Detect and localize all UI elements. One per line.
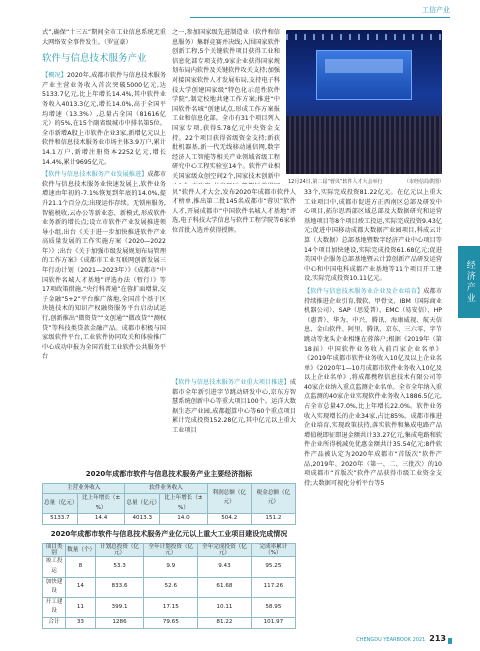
enterprise-paragraph	[304, 287, 442, 488]
header-rule	[190, 17, 450, 18]
stage-lights	[286, 34, 442, 40]
table-cell: 9.9	[144, 557, 198, 577]
th-planned-total: 计划总投资（亿元）	[95, 543, 144, 557]
table-cell: 14.4	[77, 514, 125, 525]
enterprise-label: 【软件与信息技术服务业企业及企业培育】	[304, 287, 424, 295]
th-count: 数量（个）	[66, 543, 96, 557]
project-paragraph	[172, 378, 296, 436]
promotion-label: 【软件与信息技术服务产业发展推进】	[42, 171, 148, 179]
photo-caption: 12月24日,第二届“蓉贝”软件人才大会举行	[288, 179, 383, 185]
table-cell: 504.2	[207, 514, 251, 525]
th-sub-growth-2: 比上年增长（±%）	[160, 494, 208, 514]
table-cell: 53.3	[95, 557, 144, 577]
col2-paragraph-1a	[172, 28, 280, 184]
indicator-table-block	[42, 470, 296, 525]
th-software-revenue: 软件业务收入	[125, 483, 207, 494]
th-sub-total-2: 总量（亿元）	[125, 494, 160, 514]
table-cell: 1286	[95, 617, 144, 629]
section-heading: 软件与信息技术服务产业	[42, 53, 147, 65]
column-1	[42, 28, 166, 362]
col3-paragraph-1: 33个,实际完成投资81.22亿元。在亿元以上重大工业项目中,成都市促进方正西南区总部及研发中心项目,拓尔思西部区域总部及大数据研究和运营基地项目等8个项目竣工投运,实际完成投资9.43亿元;促进中国移动成都大数据产业园项目,科成云计算（大数据）总部基地暨数字经济产业中心项目等14个项目加快建设,实际完成投资61.68亿元;促进美国中企服务总部基地暨云计算创新产品研发运营中心和中国电科成都产业基地等11个项目开工建设,实际完成投资10.11亿元。	[304, 189, 442, 283]
table-row	[43, 617, 296, 629]
table-cell: 开工建设	[43, 597, 66, 617]
project-text: 成都市全年新引进字节跳动研发中心,京东方智慧系统创新中心等重大项目100个。运洋大数据生态产业园,成都超算中心等60个重点项目累计完成投资152.28亿元,其中亿元以上重大工业项目	[172, 379, 296, 434]
table-cell: 151.2	[251, 514, 295, 525]
project-table-block	[42, 530, 296, 629]
th-main-revenue: 主营业务收入	[43, 483, 125, 494]
column-3	[304, 188, 442, 488]
table-cell: 95.25	[251, 557, 295, 577]
table-row	[43, 597, 296, 617]
enterprise-text: 成都市持续推进企业引育,微软、甲骨文、IBM（国际商业机器公司）、SAP（思爱普）、EMC（易安信）、HP（惠普）、华为、中兴、腾讯、海康威视、航天信息、金山软件、阿里、腾讯、京东、三六零、字节跳动等龙头企业相继在蓉落户;根据《2019年（第18届）中国软件业务收入前百家企业名单》《2019年成都市软件业务收入10亿及以上企业名单》《2020年1—10月成都市软件业务收入10亿及以上企业名单》,将成都携程信息技术有限公司等40家企业纳入重点监测企业名单。全市全年纳入重点监测的40家企业实现软件业务收入1886.5亿元,占全市总量47.0%,比上年增长22.0%。软件业务收入实现增长的企业34家,占比85%。成都市推进企业培育,实现政策扶持,落实软件和集成电路产品增值税即征即退金额共计33.27亿元,集成电路和软件企业所得税减免优惠金额共计35.54亿元;8件软件产品被认定为2020年成都市“首版次”软件产品,2019年、2020年（第一、二、三批次）的10项成都市“首版次”软件产品获得市级工业资金支持;大数据可视化分析平台等5	[304, 287, 443, 487]
table-cell: 11	[66, 597, 96, 617]
column-2-bottom	[172, 186, 296, 378]
th-annual-completed: 全年完成投资（亿元）	[198, 543, 252, 557]
table-cell: 5133.7	[43, 514, 78, 525]
th-completion-rate: 完成率累计（%）	[251, 543, 295, 557]
audience-crowd	[286, 116, 442, 174]
intro-paragraph: 式”,确保“十三五”期间全市工业信息系统无重大网络安全事件发生。（罗宣豪）	[42, 29, 166, 46]
footer-accent-bar	[448, 638, 452, 644]
page-footer	[356, 634, 446, 646]
side-section-tab: 经济产业	[458, 246, 480, 318]
project-label: 【软件与信息技术服务产业重大项目推进】	[172, 379, 290, 386]
overview-paragraph	[42, 71, 166, 167]
indicator-table-title: 2020年成都市软件与信息技术服务产业主要经济指标	[85, 470, 253, 478]
table-row	[43, 577, 296, 597]
table-cell: 9.43	[198, 557, 252, 577]
table-cell: 61.68	[198, 577, 252, 597]
project-table-title: 2020年成都市软件与信息技术服务产业亿元以上重大工业项目建设完成情况	[50, 530, 288, 538]
table-cell: 合计	[43, 617, 66, 629]
table-cell: 117.26	[251, 577, 295, 597]
page-number: 213	[429, 634, 446, 644]
table-cell: 101.97	[251, 617, 295, 629]
table-cell: 10.11	[198, 597, 252, 617]
th-sub-total-1: 总量（亿元）	[43, 494, 78, 514]
th-tax: 税金总额（亿元）	[251, 483, 295, 514]
th-sub-growth-1: 比上年增长（±%）	[77, 494, 125, 514]
th-profit: 利润总额（亿元）	[207, 483, 251, 514]
yearbook-label: CHENGDU YEARBOOK 2021	[356, 637, 426, 644]
table-cell: 14.0	[160, 514, 208, 525]
project-section	[172, 378, 296, 436]
th-category: 项目类别	[43, 543, 66, 557]
section-tag: 工信产业	[422, 6, 450, 14]
col2-text-b: 贝”软件人才大会,发布2020年成都市软件人才榜单,推出第二批145名成都市“蓉贝”软件人才,开展成都市“中国软件名城人才基地”评选,电子科技大学信息与软件工程学院等6家单位首批入选并获得授牌。	[172, 188, 296, 234]
table-cell: 17.15	[144, 597, 198, 617]
th-annual-planned: 全年计划投资（亿元）	[144, 543, 198, 557]
promotion-paragraph	[42, 170, 166, 362]
conference-photo	[286, 30, 442, 174]
table-cell: 79.65	[144, 617, 198, 629]
table-cell: 399.1	[95, 597, 144, 617]
stage-screen	[316, 50, 412, 100]
table-cell: 14	[66, 577, 96, 597]
table-cell: 加快建设	[43, 577, 66, 597]
table-row	[43, 557, 296, 577]
promotion-text: 成都市软件与信息技术服务业快速发展上,软件业务增速由年初的-7.1%恢复到年底的14.0%,提升21.1个百分点;出现运作存续。无锁座服务,智能税收,云办公等新业态、新模式,形成软件业务新的增长点;设立市软件产业发展推进领导小组,出台《关于进一步加快推进软件产业高质量发展的工作实施方案（2020—2022年）》;出台《关于加强市级发展规划布局管理的工作方案》《成都市工业互联网创新发展三年行动计划（2021—2023年）》《成都市“中国软件名城人才基地”评选办法（暂行）》等17项政策措施,“央行科普通”在蓉扩面增量,交子金融“5+2”平台推广落地,全国首个基于区块链技术的知识产权融资服务平台启动试运行,创新推出“微资贷”“文创通”“微改贷”“测权贷”等科技类贷款金融产品。成都市积极与国家级软件平台,工业软件协同攻关和体验推广中心成功申报为全国首批工业软件公共服务平台	[42, 171, 167, 361]
table-cell: 81.22	[198, 617, 252, 629]
table-row	[43, 514, 296, 525]
table-cell: 竣工投运	[43, 557, 66, 577]
overview-label: 【概况】	[42, 72, 67, 80]
table-cell: 833.6	[95, 577, 144, 597]
col2-text-a: 之一,参加国家级先进制造业（软件和信息服务）集群竞赛并决线;入围国家软件创新工程,5个关键软件项目获得工业和信息化部专项支持,9家企业获得国家规划布局内软件及关键软件攻关支持;加强对接国家软件人才发展布局,支持电子科技大学创建国家级“特色化示范性软件学院”,制定校地共建工作方案;推进“中国软件名城”创建试点,形成工作方案报工业和信息化部。全市有31个项目列入国家专项,获得5.78亿元中央资金支持。22个项目获得省级资金支持;新获批机器基,新一代无线移动通信网,数字经济人工智能等相关产业领域省级工程研究中心工程实验室14个。软件产业相关国家级众创空间2个,国家技术创新中	[172, 29, 280, 180]
table-cell: 8	[66, 557, 96, 577]
overview-text: 2020年,成都市软件与信息技术服务产业主营业务收入首次突破5000亿元,达5133.7亿元,比上年增长14.4%,其中软件业务收入4013.3亿元,增长14.0%,高于全国平均增速（13.3%）,总量占全国（81616亿元）的5%,在15个副省级城市中排名第5位。全市新增A股上市软件企业3家,新增亿元以上软件和信息技术服务业市场主体3.9万户,累计14.1万户,新增注册资本2252亿元,增长14.4%,累计9695亿元。	[42, 72, 167, 166]
indicator-table	[42, 483, 296, 525]
col2-paragraph-1b	[172, 186, 296, 378]
table-cell: 33	[66, 617, 96, 629]
project-table	[42, 543, 296, 630]
column-2-top	[172, 28, 280, 184]
photo-credit: （市经信局供图）	[404, 179, 445, 185]
table-cell: 4013.3	[125, 514, 160, 525]
table-cell: 52.6	[144, 577, 198, 597]
table-cell: 58.95	[251, 597, 295, 617]
